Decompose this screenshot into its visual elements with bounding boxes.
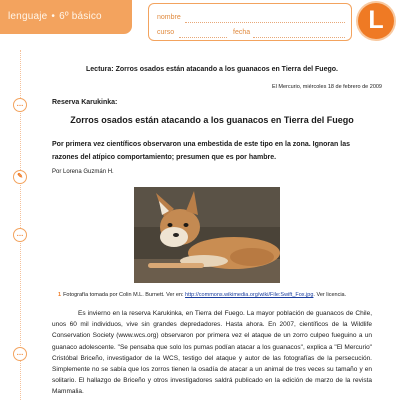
section-label: Reserva Karukinka: — [52, 99, 118, 106]
fecha-field[interactable] — [253, 37, 345, 38]
fecha-label: fecha — [233, 29, 251, 36]
fox-illustration — [134, 187, 280, 283]
subject-name: lenguaje — [8, 11, 48, 22]
credit-link[interactable]: http://commons.wikimedia.org/wiki/File:Swift_Fox.jpg — [185, 292, 314, 298]
article-paragraph: Es invierno en la reserva Karukinka, en Tierra del Fuego. La mayor población de guanacos de Chile, unos 60 mil individuos, vive sin grandes depredadores. Hasta ahora. En 2007, científicos de la Wildlife Conservation Society (www.wcs.org) observaron por primera vez el ataque de un zorro culpeo fueguino a un guanaco adolescente. "Se pensaba que solo los pumas podían atacar a los guanacos", explica a "El Mercurio" Cristóbal Briceño, investigador de la WCS, testigo del ataque y autor de las fotografías de la persecución. Simplemente no se sabía que los zorros tienen la osadía de atacar a un animal de tres veces su tamaño y en solitario. El hallazgo de Briceño y otros investigadores saldrá publicado en la edición de marzo de la revista Mammalia. — [52, 310, 372, 396]
fox-photo — [134, 187, 280, 283]
nombre-label: nombre — [157, 14, 181, 21]
article-byline: Por Lorena Guzmán H. — [52, 169, 114, 175]
curso-field[interactable] — [179, 37, 227, 38]
curso-label: curso — [157, 29, 175, 36]
subject-separator: • — [51, 11, 56, 22]
grade-name: 6º básico — [59, 11, 102, 22]
article-title: Zorros osados están atacando a los guanacos en Tierra del Fuego — [70, 115, 354, 125]
nombre-field[interactable] — [185, 22, 345, 23]
subject-tab — [0, 0, 132, 34]
speech-bubble-icon: … — [13, 98, 27, 112]
subject-badge — [358, 3, 394, 39]
speech-bubble-icon: … — [13, 228, 27, 242]
credit-prefix: Fotografía tomada por Colin M.L. Burnett. Ver en: — [63, 292, 184, 298]
subject-grade-label — [8, 11, 102, 22]
photo-credit — [58, 292, 378, 298]
speech-bubble-icon: … — [13, 347, 27, 361]
source-date: El Mercurio, miércoles 18 de febrero de 2009 — [271, 84, 382, 90]
footnote-mark: 1 — [58, 292, 62, 298]
article-lead: Por primera vez científicos observaron una embestida de este tipo en la zona. Ignoran las razones del atípico comportamiento; presumen que es por hambre. — [52, 141, 350, 161]
pencil-icon: ✎ — [13, 170, 27, 184]
credit-suffix: . Ver licencia. — [313, 292, 347, 298]
worksheet-header — [0, 0, 400, 46]
reading-title: Lectura: Zorros osados están atacando a los guanacos en Tierra del Fuego. — [86, 66, 338, 73]
student-info-box — [148, 3, 352, 41]
badge-letter: L — [368, 6, 384, 34]
